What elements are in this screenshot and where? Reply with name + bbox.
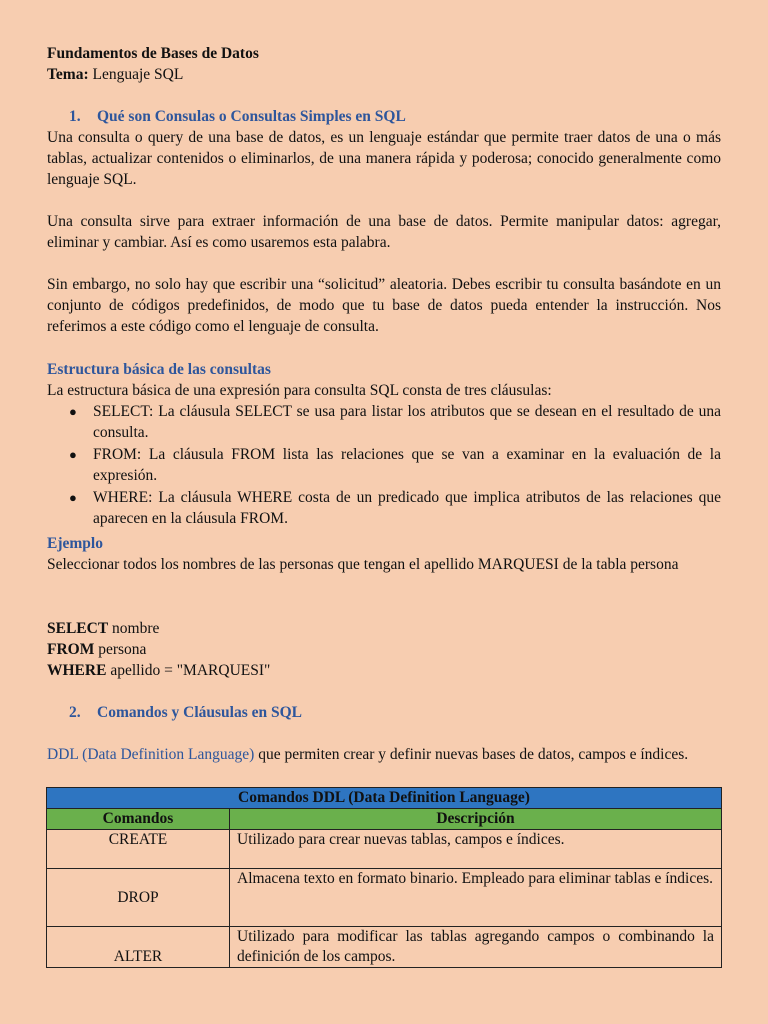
sql-keyword: WHERE <box>47 662 107 679</box>
code-line <box>47 618 721 639</box>
list-item <box>47 487 721 529</box>
description-cell: Utilizado para crear nuevas tablas, campos e índices. <box>230 830 722 869</box>
sql-code-block <box>47 618 721 681</box>
clause-list <box>47 401 721 529</box>
description-cell: Almacena texto en formato binario. Empleado para eliminar tablas e índices. <box>230 869 722 927</box>
section-1-paragraph-1 <box>47 127 721 190</box>
table-row <box>47 927 722 968</box>
section-1-number: 1. <box>69 108 81 125</box>
list-item-text: FROM: La cláusula FROM lista las relaciones que se van a examinar en la evaluación de la expresión. <box>93 446 721 484</box>
table-row <box>47 869 722 927</box>
bullet-icon: ● <box>69 490 77 505</box>
section-2-title: Comandos y Cláusulas en SQL <box>97 704 303 721</box>
paragraph-text: Una consulta sirve para extraer información de una base de datos. Permite manipular datos: agregar, eliminar y cambiar. Así es como usaremos esta palabra. <box>47 213 721 251</box>
section-1-paragraph-3 <box>47 274 721 337</box>
sql-text: nombre <box>108 620 160 637</box>
ddl-term: DDL (Data Definition Language) <box>47 746 255 763</box>
estructura-section <box>47 359 721 529</box>
command-cell: CREATE <box>47 830 230 869</box>
estructura-intro: La estructura básica de una expresión para consulta SQL consta de tres cláusulas: <box>47 382 552 399</box>
section-1-title: Qué son Consulas o Consultas Simples en SQL <box>97 108 406 125</box>
list-item-text: WHERE: La cláusula WHERE costa de un predicado que implica atributos de las relaciones que aparecen en la cláusula FROM. <box>93 489 721 527</box>
description-cell: Utilizado para modificar las tablas agregando campos o combinando la definición de los campos. <box>230 927 722 968</box>
ejemplo-heading: Ejemplo <box>47 535 103 552</box>
estructura-heading: Estructura básica de las consultas <box>47 361 271 378</box>
table-title: Comandos DDL (Data Definition Language) <box>47 788 722 809</box>
sql-text: persona <box>94 641 147 658</box>
list-item <box>47 444 721 486</box>
ddl-text: que permiten crear y definir nuevas bases de datos, campos e índices. <box>254 746 689 763</box>
topic-label: Tema: <box>47 66 89 83</box>
topic-value: Lenguaje SQL <box>88 66 184 83</box>
command-cell: ALTER <box>47 927 230 968</box>
course-title: Fundamentos de Bases de Datos <box>47 45 259 62</box>
bullet-icon: ● <box>69 404 77 419</box>
list-item <box>47 401 721 443</box>
table-header-row <box>47 809 722 830</box>
paragraph-text: Una consulta o query de una base de datos, es un lenguaje estándar que permite traer datos de una o más tablas, actualizar contenidos o eliminarlos, de una manera rápida y poderosa; conocido generalmente como lenguaje SQL. <box>47 129 721 188</box>
ejemplo-section <box>47 533 721 575</box>
sql-text: apellido = "MARQUESI" <box>106 662 271 679</box>
bullet-icon: ● <box>69 447 77 462</box>
code-line <box>47 660 721 681</box>
ejemplo-text: Seleccionar todos los nombres de las personas que tengan el apellido MARQUESI de la tabla persona <box>47 556 679 573</box>
code-line <box>47 639 721 660</box>
sql-keyword: FROM <box>47 641 95 658</box>
section-1-paragraph-2 <box>47 211 721 253</box>
ddl-commands-table <box>46 787 722 968</box>
paragraph-text: Sin embargo, no solo hay que escribir una “solicitud” aleatoria. Debes escribir tu consulta basándote en un conjunto de códigos predefinidos, de modo que tu base de datos pueda entender la instrucción. Nos referimos a este código como el lenguaje de consulta. <box>47 276 721 335</box>
document-header <box>47 43 721 85</box>
list-item-text: SELECT: La cláusula SELECT se usa para listar los atributos que se desean en el resultado de una consulta. <box>93 403 721 441</box>
sql-keyword: SELECT <box>47 620 109 637</box>
column-header-commands: Comandos <box>47 809 230 830</box>
section-2-number: 2. <box>69 704 81 721</box>
section-1-heading <box>47 106 721 127</box>
table-row <box>47 830 722 869</box>
ddl-intro <box>47 744 721 765</box>
command-cell: DROP <box>47 869 230 927</box>
table-title-row <box>47 788 722 809</box>
column-header-description: Descripción <box>230 809 722 830</box>
section-2-heading <box>47 702 721 723</box>
